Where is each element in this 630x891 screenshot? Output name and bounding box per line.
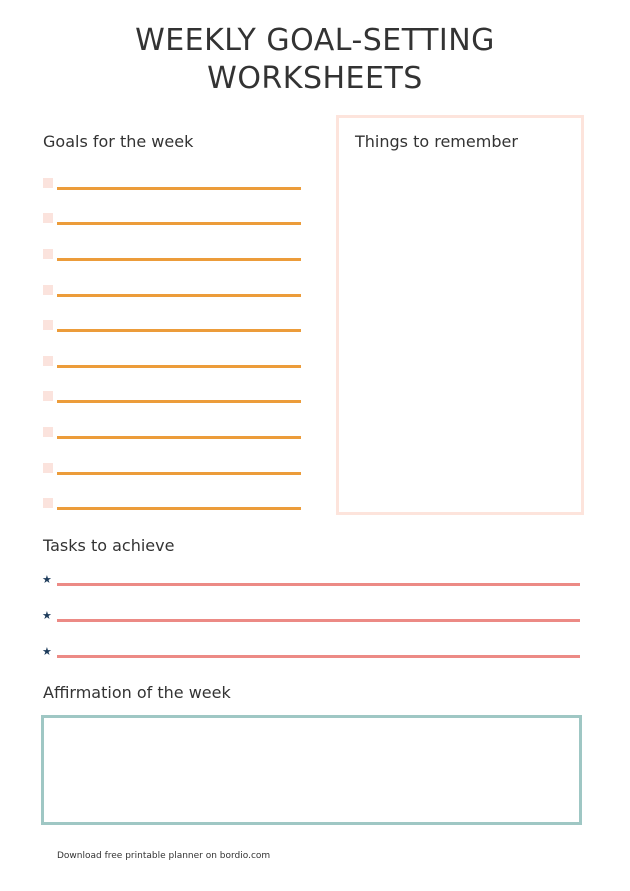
goal-write-line[interactable]: [57, 222, 301, 225]
tasks-section-label: Tasks to achieve: [43, 536, 175, 555]
goal-write-line[interactable]: [57, 436, 301, 439]
goal-write-line[interactable]: [57, 507, 301, 510]
star-icon: ★: [42, 645, 52, 658]
goal-item[interactable]: [43, 463, 303, 477]
affirmation-section-label: Affirmation of the week: [43, 683, 231, 702]
goals-section-label: Goals for the week: [43, 132, 194, 151]
page-title: [0, 22, 630, 98]
affirmation-box[interactable]: [41, 715, 582, 825]
title-line-1: WEEKLY GOAL-SETTING: [135, 23, 495, 58]
goal-item[interactable]: [43, 356, 303, 370]
goal-write-line[interactable]: [57, 365, 301, 368]
goal-item[interactable]: [43, 391, 303, 405]
goal-checkbox[interactable]: [43, 320, 53, 330]
goal-checkbox[interactable]: [43, 391, 53, 401]
task-item[interactable]: [42, 609, 582, 627]
task-item[interactable]: [42, 645, 582, 663]
goal-write-line[interactable]: [57, 472, 301, 475]
goal-write-line[interactable]: [57, 258, 301, 261]
star-icon: ★: [42, 573, 52, 586]
goal-checkbox[interactable]: [43, 213, 53, 223]
goal-item[interactable]: [43, 178, 303, 192]
goal-item[interactable]: [43, 427, 303, 441]
star-icon: ★: [42, 609, 52, 622]
goal-checkbox[interactable]: [43, 427, 53, 437]
goal-item[interactable]: [43, 320, 303, 334]
goal-item[interactable]: [43, 498, 303, 512]
task-item[interactable]: [42, 573, 582, 591]
goal-item[interactable]: [43, 285, 303, 299]
task-write-line[interactable]: [57, 619, 580, 622]
goal-checkbox[interactable]: [43, 498, 53, 508]
goal-checkbox[interactable]: [43, 285, 53, 295]
goal-checkbox[interactable]: [43, 356, 53, 366]
goal-write-line[interactable]: [57, 187, 301, 190]
footer-note: Download free printable planner on bordio.com: [57, 851, 271, 861]
goal-checkbox[interactable]: [43, 249, 53, 259]
goal-checkbox[interactable]: [43, 178, 53, 188]
goal-write-line[interactable]: [57, 329, 301, 332]
task-write-line[interactable]: [57, 583, 580, 586]
goal-item[interactable]: [43, 249, 303, 263]
goal-write-line[interactable]: [57, 400, 301, 403]
goal-item[interactable]: [43, 213, 303, 227]
things-to-remember-box[interactable]: [336, 115, 584, 515]
goal-write-line[interactable]: [57, 294, 301, 297]
task-write-line[interactable]: [57, 655, 580, 658]
title-line-2: WORKSHEETS: [207, 61, 423, 96]
remember-section-label: Things to remember: [355, 132, 518, 151]
goal-checkbox[interactable]: [43, 463, 53, 473]
